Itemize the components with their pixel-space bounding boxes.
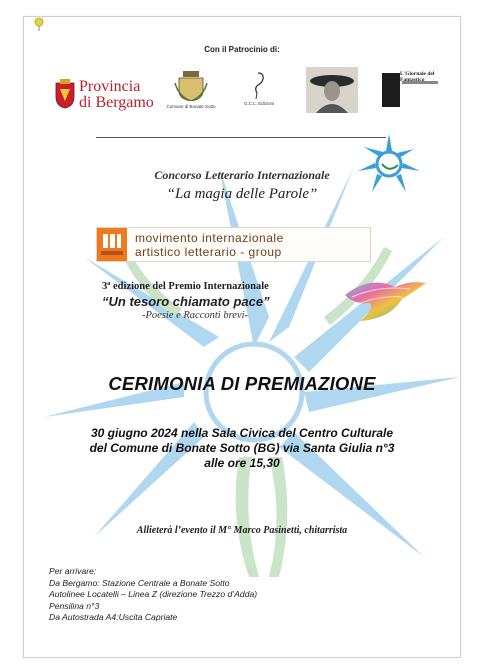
- mia-text-line1: movimento internazionale: [135, 231, 284, 245]
- premio-sottotitolo: -Poesie e Racconti brevi-: [142, 310, 249, 321]
- concorso-title: Concorso Letterario Internazionale: [154, 168, 330, 182]
- sponsor-logos: [24, 59, 460, 129]
- comune-crest-icon: [174, 71, 208, 101]
- provincia-logo-text: Provincia di Bergamo: [79, 78, 154, 111]
- gcl-caption: G.C.L. Edizioni: [243, 101, 274, 106]
- mia-logo-mark: [97, 228, 127, 261]
- mia-logo-icon: [97, 228, 127, 261]
- music-note: Allieterà l’evento il M° Marco Pasinetti, chitarrista: [136, 525, 348, 536]
- header-divider: [96, 137, 386, 138]
- directions-block: [49, 566, 257, 624]
- portrait-logo-graphic: [306, 67, 358, 113]
- mia-group-banner: [96, 227, 371, 262]
- concorso-name: “La magia delle Parole”: [166, 186, 318, 202]
- mia-text-line2: artistico letterario - group: [135, 245, 282, 259]
- provincia-crest-icon: [54, 79, 76, 109]
- cerimonia-heading: CERIMONIA DI PREMIAZIONE: [108, 373, 376, 394]
- directions-line: Autolinee Locatelli – Linea Z (direzione Trezzo d’Adda): [49, 589, 258, 600]
- event-time-line: alle ore 15,30: [204, 456, 280, 470]
- event-date-line: 30 giugno 2024 nella Sala Civica del Centro Culturale: [90, 426, 394, 440]
- premio-edizione: 3ª edizione del Premio Internazionale: [102, 281, 269, 292]
- flyer-page: [23, 16, 461, 658]
- patrocinio-heading: Con il Patrocinio di:: [204, 45, 280, 54]
- directions-line: Da Autostrada A4:Uscita Capriate: [49, 612, 178, 623]
- event-place-line: del Comune di Bonate Sotto (BG) via Santa Giulia n°3: [89, 441, 395, 455]
- premio-titolo: “Un tesoro chiamato pace”: [102, 294, 270, 309]
- comune-caption: Comune di Bonate Sotto: [166, 104, 216, 109]
- flamingo-logo-icon: [248, 71, 270, 99]
- directions-line: Da Bergamo: Stazione Centrale a Bonate Sotto: [49, 577, 230, 588]
- directions-line: Per arrivare:: [49, 566, 97, 576]
- event-details: [24, 426, 460, 471]
- peace-dove-graphic: [340, 275, 428, 325]
- directions-line: Pensilina n°3: [49, 600, 100, 611]
- fantastico-caption: L'Giornale del Fantastico: [400, 71, 435, 83]
